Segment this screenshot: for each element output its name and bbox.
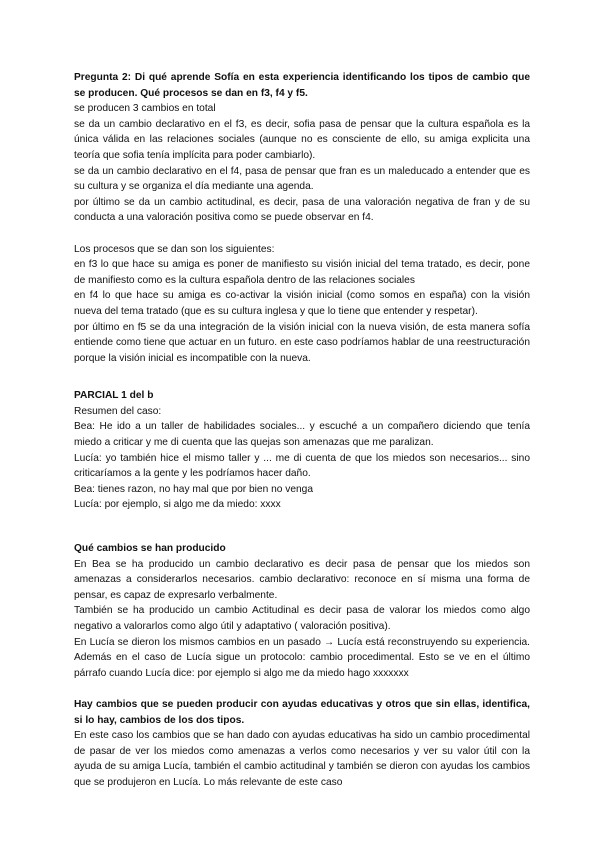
parcial-heading: PARCIAL 1 del b: [74, 390, 154, 402]
paragraph: en f3 lo que hace su amiga es poner de manifiesto su visión inicial del tema tratado, es decir, pone de manifiesto como es la cultura española dentro de las relaciones sociales: [74, 259, 530, 286]
paragraph: por último se da un cambio actitudinal, es decir, pasa de una valoración negativa de fran y de su conducta a una valoración positiva como se puede observar en f4.: [74, 196, 530, 224]
educational-aid-heading: Hay cambios que se pueden producir con ayudas educativas y otros que sin ellas, identifica, si lo hay, cambios de los dos tipos.: [74, 698, 530, 726]
dialogue-line: Bea: tienes razon, no hay mal que por bien no venga: [74, 483, 314, 495]
blank-line: [74, 681, 530, 697]
paragraph: por último en f5 se da una integración de la visión inicial con la nueva visión, de esta manera sofía entiende como tiene que actuar en un futuro. en este caso podríamos hablar de una reestructuración porque la visión inicial es incompatible con la nueva.: [74, 321, 530, 364]
paragraph: Los procesos que se dan son los siguientes:: [74, 243, 275, 255]
paragraph: en f4 lo que hace su amiga es co-activar la visión inicial (como somos en españa) con la visión nueva del tema tratado (que es su cultura inglesa y que lo tiene que entender y respetar).: [74, 290, 530, 317]
dialogue-line: Lucía: por ejemplo, si algo me da miedo: xxxx: [74, 499, 281, 511]
paragraph: Resumen del caso:: [74, 405, 162, 417]
question-2-heading: Pregunta 2: Di qué aprende Sofía en esta experiencia identificando los tipos de cambio que se producen. Qué procesos se dan en f3, f4 y f5.: [74, 72, 530, 99]
document-body: [74, 70, 530, 791]
paragraph: También se ha producido un cambio Actitudinal es decir pasa de valorar los miedos como algo negativo a valorarlos como algo útil y adaptativo ( valoración positiva).: [74, 605, 530, 632]
paragraph: En este caso los cambios que se han dado con ayudas educativas ha sido un cambio procedimental de pasar de ver los miedos como amenazas a verlos como necesarios y ver su valor útil con la ayuda de su amiga Lucía, también el cambio actitudinal y también se dieron con ayudas los cambios que se produjeron en Lucía. Lo más relevante de este caso: [74, 730, 530, 788]
paragraph: se producen 3 cambios en total: [74, 103, 216, 115]
blank-line: [74, 366, 530, 388]
blank-line: [74, 226, 530, 242]
paragraph: se da un cambio declarativo en el f4, pasa de pensar que fran es un maleducado a entender que es su cultura y se organiza el día mediante una agenda.: [74, 165, 530, 193]
changes-heading: Qué cambios se han producido: [74, 543, 226, 555]
dialogue-line: Bea: He ido a un taller de habilidades sociales... y escuché a un compañero diciendo que tenía miedo a criticar y me di cuenta que las quejas son amenazas que me paralizan.: [74, 421, 530, 449]
dialogue-line: Lucía: yo también hice el mismo taller y ... me di cuenta de que los miedos son necesarios... sino criticaríamos a la gente y les podríamos hacer daño.: [74, 452, 530, 480]
blank-line: [74, 513, 530, 541]
paragraph: En Lucía se dieron los mismos cambios en un pasado → Lucía está reconstruyendo su experiencia. Además en el caso de Lucía sigue un protocolo: cambio procedimental. Esto se ve en el último párrafo cuando Lucía dice: por ejemplo si algo me da miedo hago xxxxxxx: [74, 636, 530, 679]
paragraph: En Bea se ha producido un cambio declarativo es decir pasa de pensar que los miedos son amenazas a considerarlos necesarios. cambio declarativo: reconoce en sí misma una forma de pensar, es capaz de expresarlo verbalmente.: [74, 558, 530, 601]
paragraph: se da un cambio declarativo en el f3, es decir, sofia pasa de pensar que la cultura española es la única válida en las relaciones sociales (aunque no es consciente de ello, su amiga explicita una teoría que sofia tenía implícita para poder cambiarlo).: [74, 118, 530, 161]
